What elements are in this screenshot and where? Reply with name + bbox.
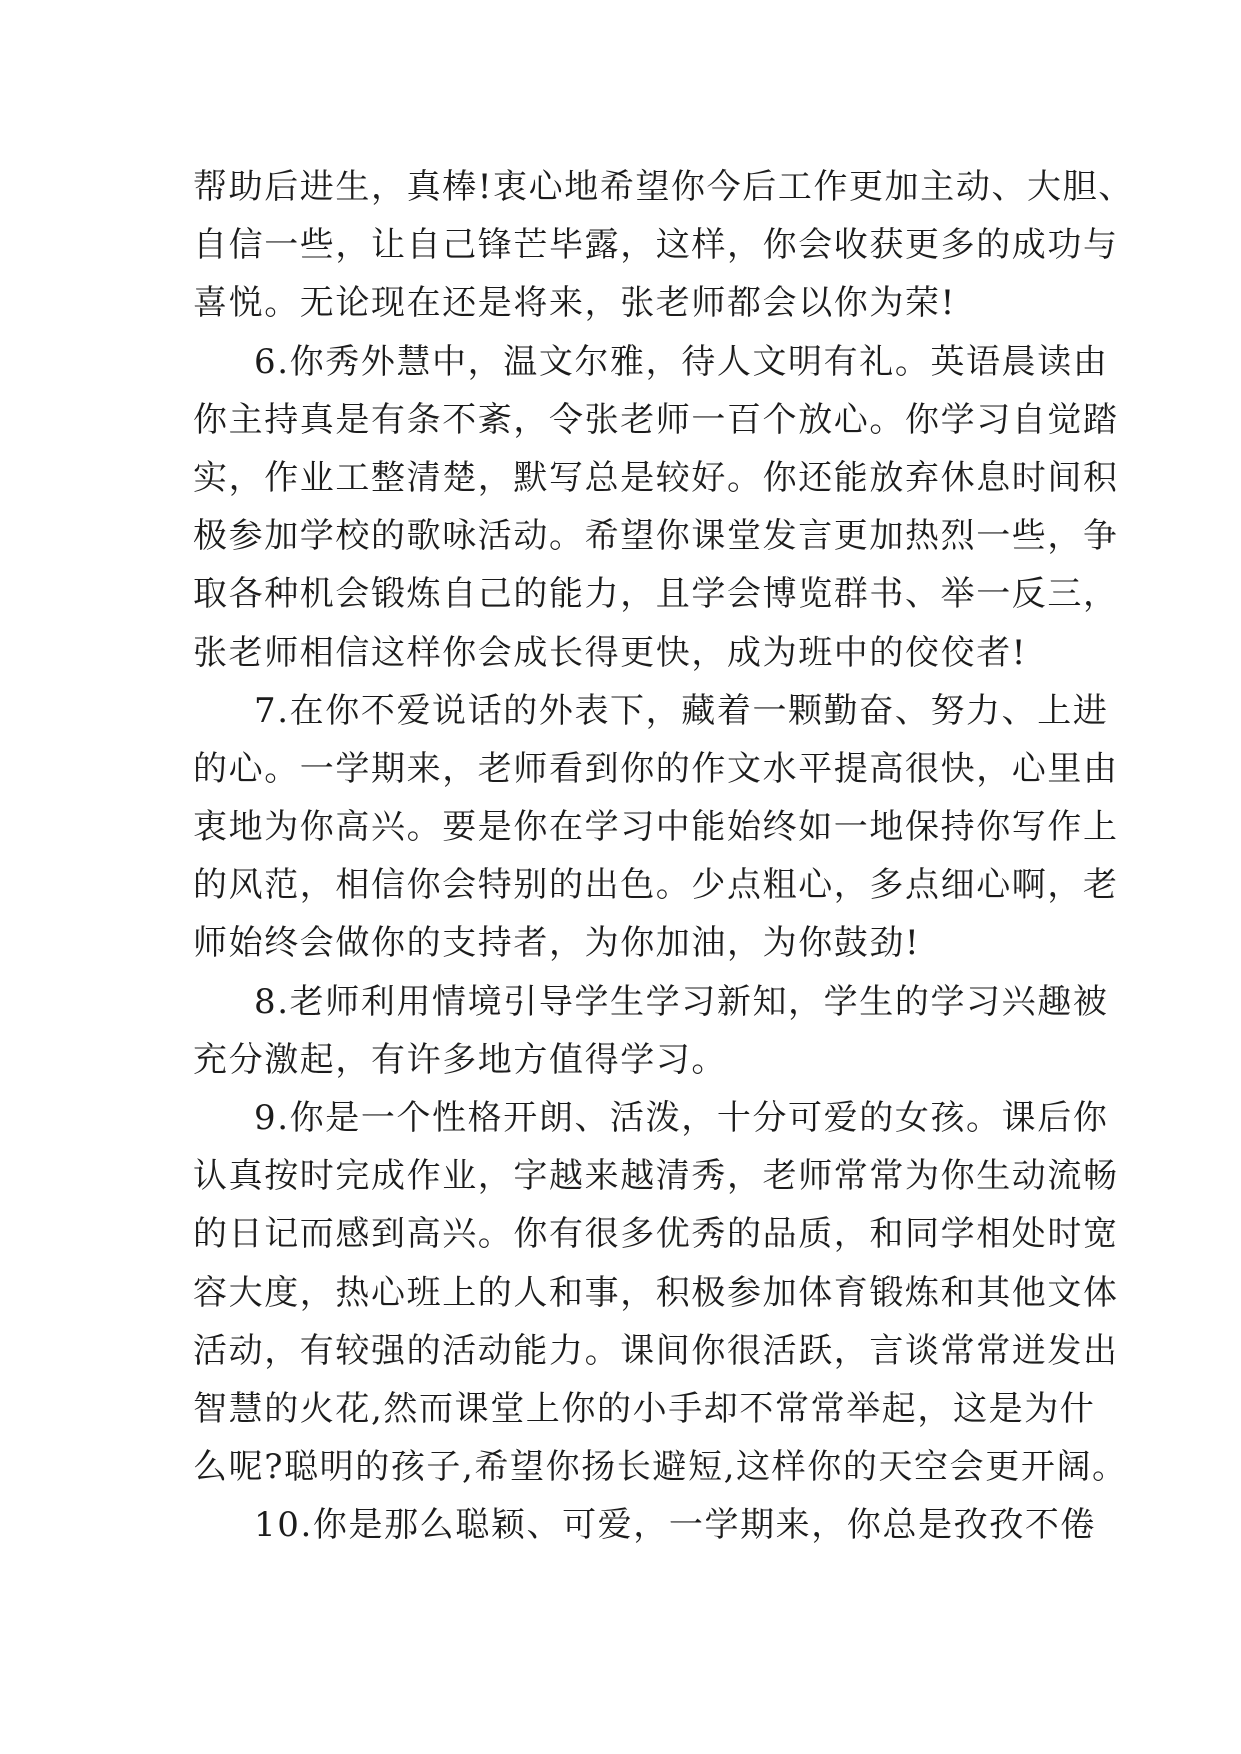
text-line: 7.在你不爱说话的外表下，藏着一颗勤奋、努力、上进 [254,690,1109,731]
text-line: 实，作业工整清楚，默写总是较好。你还能放弃休息时间积 [193,457,1119,498]
text-line: 的心。一学期来，老师看到你的作文水平提高很快，心里由 [193,748,1119,789]
text-line: 10.你是那么聪颖、可爱，一学期来，你总是孜孜不倦 [254,1505,1097,1546]
text-line: 师始终会做你的支持者，为你加油，为你鼓劲! [193,923,921,964]
text-line: 的风范，相信你会特别的出色。少点粗心，多点细心啊，老 [193,865,1119,906]
text-line: 你主持真是有条不紊，令张老师一百个放心。你学习自觉踏 [193,399,1119,440]
text-line: 帮助后进生，真棒!衷心地希望你今后工作更加主动、大胆、 [193,167,1134,207]
text-line: 6.你秀外慧中，温文尔雅，待人文明有礼。英语晨读由 [254,341,1109,382]
text-line: 容大度，热心班上的人和事，积极参加体育锻炼和其他文体 [193,1272,1119,1313]
text-line: 的日记而感到高兴。你有很多优秀的品质，和同学相处时宽 [193,1214,1119,1255]
text-line: 认真按时完成作业，字越来越清秀，老师常常为你生动流畅 [193,1156,1119,1197]
text-line: 8.老师利用情境引导学生学习新知，学生的学习兴趣被 [254,981,1109,1022]
text-line: 自信一些，让自己锋芒毕露，这样，你会收获更多的成功与 [193,225,1119,266]
text-line: 么呢?聪明的孩子,希望你扬长避短,这样你的天空会更开阔。 [193,1447,1128,1488]
text-line: 衷地为你高兴。要是你在学习中能始终如一地保持你写作上 [193,807,1119,848]
document-body [193,158,1134,1555]
text-line: 智慧的火花,然而课堂上你的小手却不常常举起，这是为什 [193,1388,1096,1429]
text-line: 充分激起，有许多地方值得学习。 [193,1039,727,1080]
text-line: 极参加学校的歌咏活动。希望你课堂发言更加热烈一些，争 [193,516,1119,557]
text-line: 喜悦。无论现在还是将来，张老师都会以你为荣! [193,283,956,324]
text-line: 张老师相信这样你会成长得更快，成为班中的佼佼者! [193,632,1028,673]
text-line: 活动，有较强的活动能力。课间你很活跃，言谈常常迸发出 [193,1330,1119,1371]
text-line: 9.你是一个性格开朗、活泼，十分可爱的女孩。课后你 [254,1098,1109,1138]
text-line: 取各种机会锻炼自己的能力，且学会博览群书、举一反三， [193,574,1119,615]
